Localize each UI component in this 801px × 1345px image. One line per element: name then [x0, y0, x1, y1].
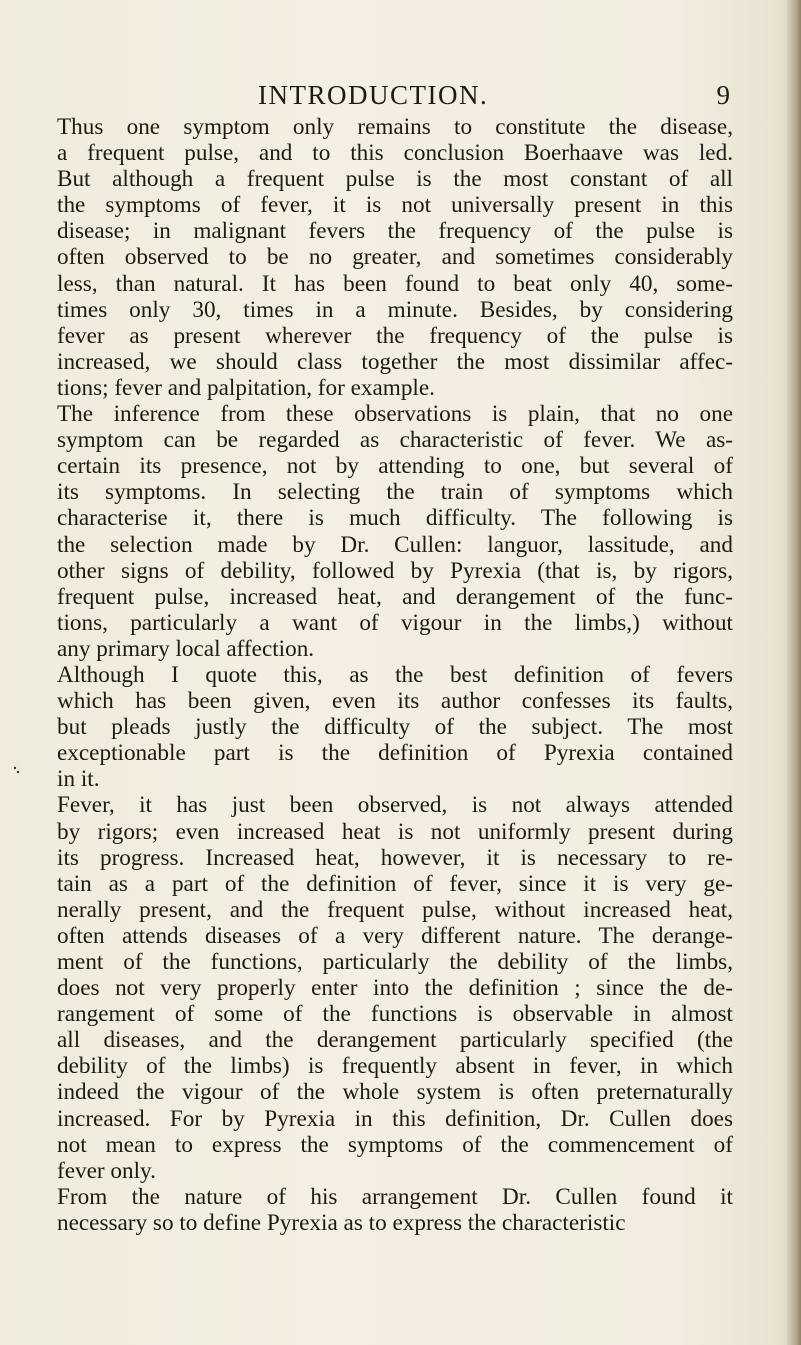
text-line: certain its presence, not by attending to one, but several of	[57, 453, 733, 480]
running-head-title: INTRODUCTION.	[258, 80, 489, 110]
text-line: its symptoms. In selecting the train of symptoms which	[57, 479, 733, 506]
text-line: but pleads justly the difficulty of the subject. The most	[57, 714, 733, 741]
paragraph	[57, 114, 733, 401]
text-line: increased, we should class together the most dissimilar affec-	[57, 348, 733, 375]
text-line: exceptionable part is the definition of Pyrexia contained	[57, 740, 733, 767]
text-line: in it.	[57, 766, 100, 793]
text-line: not mean to express the symptoms of the commencement of	[57, 1131, 733, 1158]
text-line: less, than natural. It has been found to beat only 40, some-	[57, 270, 733, 297]
text-line: indeed the vigour of the whole system is often preternaturally	[57, 1079, 733, 1106]
text-line: tain as a part of the definition of fever, since it is very ge-	[57, 870, 733, 897]
margin-dot-mark	[12, 765, 22, 775]
text-line: tions, particularly a want of vigour in the limbs,) without	[57, 609, 733, 636]
text-line: frequent pulse, increased heat, and derangement of the func-	[57, 583, 733, 610]
text-line: by rigors; even increased heat is not uniformly present during	[57, 818, 733, 845]
paragraph	[57, 1184, 733, 1236]
text-line: the selection made by Dr. Cullen: languor, lassitude, and	[57, 531, 733, 558]
text-line: often observed to be no greater, and sometimes considerably	[57, 244, 733, 271]
text-line: the symptoms of fever, it is not universally present in this	[57, 192, 733, 219]
paragraph	[57, 662, 733, 792]
text-line: increased. For by Pyrexia in this definition, Dr. Cullen does	[57, 1105, 733, 1132]
text-line: Fever, it has just been observed, is not always attended	[57, 792, 733, 819]
text-line: which has been given, even its author confesses its faults,	[57, 688, 733, 715]
text-line: all diseases, and the derangement particularly specified (the	[57, 1027, 733, 1054]
text-line: From the nature of his arrangement Dr. Cullen found it	[57, 1183, 733, 1210]
text-line: symptom can be regarded as characteristic of fever. We as-	[57, 427, 733, 454]
text-line: rangement of some of the functions is observable in almost	[57, 1001, 733, 1028]
text-line: Although I quote this, as the best definition of fevers	[57, 661, 733, 688]
text-line: any primary local affection.	[57, 635, 315, 662]
paragraph	[57, 401, 733, 662]
text-line: fever only.	[57, 1157, 156, 1184]
text-line: Thus one symptom only remains to constitute the disease,	[57, 114, 733, 140]
page-number: 9	[716, 80, 730, 110]
text-line: a frequent pulse, and to this conclusion Boerhaave was led.	[57, 140, 733, 167]
text-line: its progress. Increased heat, however, it is necessary to re-	[57, 844, 733, 871]
body-text	[57, 114, 733, 1236]
page-edge-shadow	[787, 0, 801, 1345]
text-line: But although a frequent pulse is the most constant of all	[57, 166, 733, 193]
text-line: debility of the limbs) is frequently absent in fever, in which	[57, 1053, 733, 1080]
text-line: ment of the functions, particularly the debility of the limbs,	[57, 949, 733, 975]
running-head	[40, 80, 740, 114]
text-line: times only 30, times in a minute. Besides, by considering	[57, 296, 733, 323]
text-line: fever as present wherever the frequency of the pulse is	[57, 322, 733, 349]
text-line: tions; fever and palpitation, for example.	[57, 374, 435, 401]
text-line: necessary so to define Pyrexia as to express the characteristic	[57, 1209, 626, 1236]
text-line: does not very properly enter into the definition ; since the de-	[57, 975, 733, 1002]
text-line: often attends diseases of a very different nature. The derange-	[57, 922, 733, 949]
text-line: disease; in malignant fevers the frequency of the pulse is	[57, 218, 733, 245]
paragraph	[57, 792, 733, 1183]
text-line: nerally present, and the frequent pulse, without increased heat,	[57, 896, 733, 923]
text-line: other signs of debility, followed by Pyrexia (that is, by rigors,	[57, 557, 733, 584]
text-line: characterise it, there is much difficulty. The following is	[57, 505, 733, 532]
text-line: The inference from these observations is plain, that no one	[57, 401, 733, 428]
